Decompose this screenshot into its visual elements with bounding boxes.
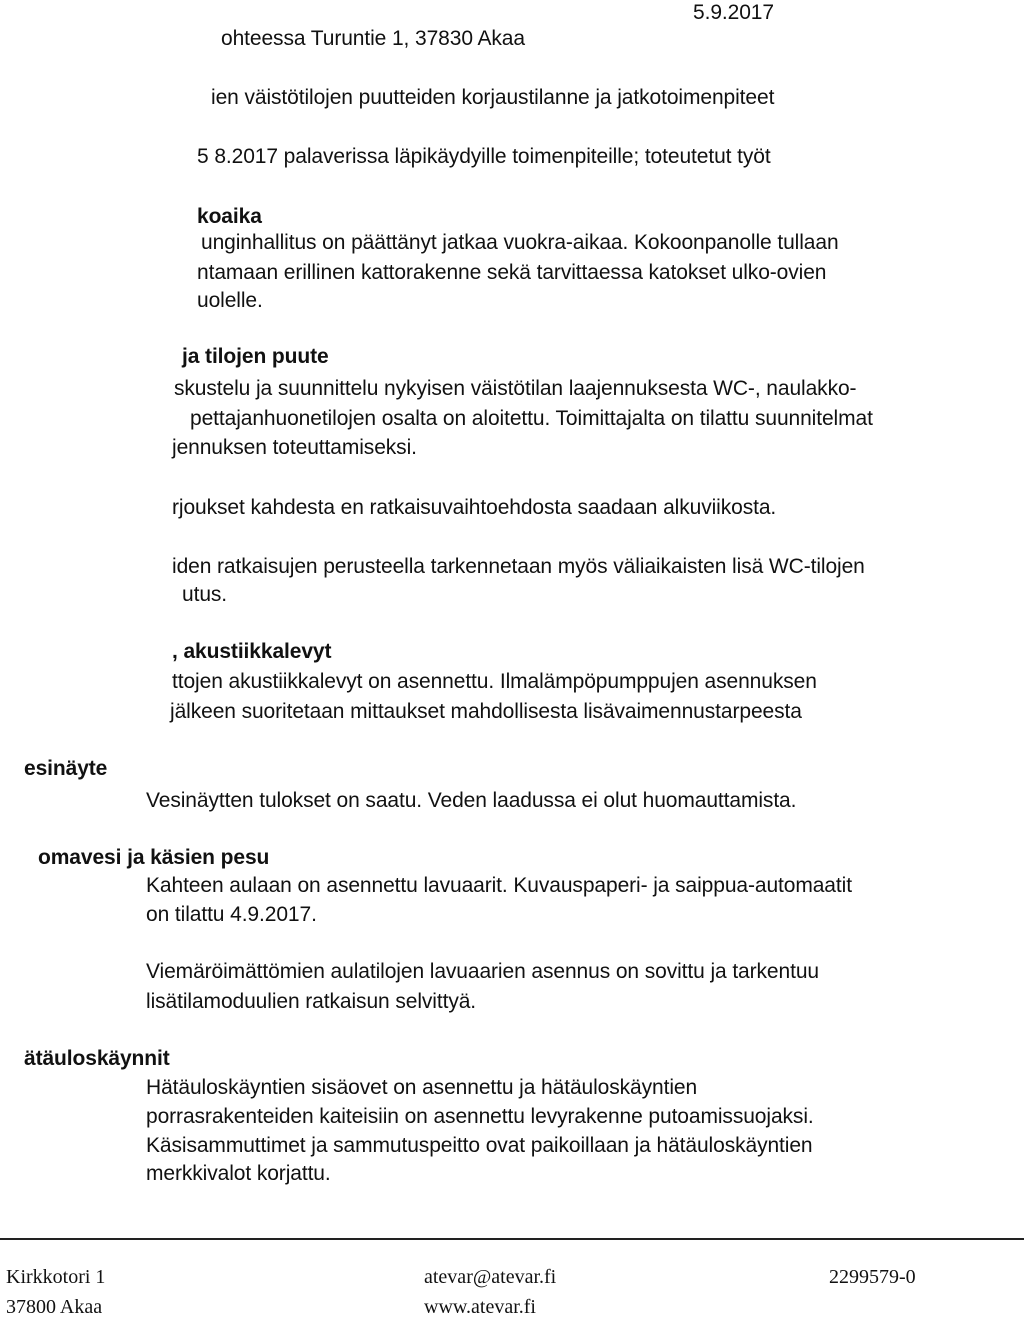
- section-heading-hatauloskaynnit: ätäuloskäynnit: [24, 1047, 170, 1070]
- footer-address-line-2: 37800 Akaa: [6, 1296, 103, 1318]
- section-heading-tilojen-puute: ja tilojen puute: [182, 345, 329, 368]
- section-line: Käsisammuttimet ja sammutuspeitto ovat paikoillaan ja hätäuloskäyntien: [146, 1134, 813, 1157]
- section-line: Hätäuloskäyntien sisäovet on asennettu ja hätäuloskäyntien: [146, 1076, 698, 1099]
- footer-divider: [0, 1238, 1024, 1240]
- header-location: ohteessa Turuntie 1, 37830 Akaa: [221, 27, 525, 50]
- footer-business-id: 2299579-0: [829, 1266, 916, 1288]
- section-line: lisätilamoduulien ratkaisun selvittyä.: [146, 990, 477, 1013]
- section-line: ttojen akustiikkalevyt on asennettu. Ilmalämpöpumppujen asennuksen: [172, 670, 817, 693]
- section-heading-koaika: koaika: [197, 205, 262, 228]
- section-line: iden ratkaisujen perusteella tarkennetaan myös väliaikaisten lisä WC-tilojen: [172, 555, 865, 578]
- document-subject: ien väistötilojen puutteiden korjaustilanne ja jatkotoimenpiteet: [211, 86, 775, 109]
- section-line: rjoukset kahdesta en ratkaisuvaihtoehdosta saadaan alkuviikosta.: [172, 496, 777, 519]
- section-line: uolelle.: [197, 289, 263, 312]
- section-line: merkkivalot korjattu.: [146, 1162, 331, 1185]
- section-line: jälkeen suoritetaan mittaukset mahdollisesta lisävaimennustarpeesta: [170, 700, 802, 723]
- section-heading-vesinayte: esinäyte: [24, 757, 108, 780]
- section-line: Viemäröimättömien aulatilojen lavuaarien asennus on sovittu ja tarkentuu: [146, 960, 819, 983]
- document-intro: 5 8.2017 palaverissa läpikäydyille toimenpiteille; toteutetut työt: [197, 145, 771, 168]
- footer-website: www.atevar.fi: [424, 1296, 536, 1318]
- footer-email: atevar@atevar.fi: [424, 1266, 557, 1288]
- section-heading-akustiikkalevyt: , akustiikkalevyt: [172, 640, 332, 663]
- section-line: unginhallitus on päättänyt jatkaa vuokra-aikaa. Kokoonpanolle tullaan: [201, 231, 839, 254]
- section-line: skustelu ja suunnittelu nykyisen väistötilan laajennuksesta WC-, naulakko-: [174, 377, 857, 400]
- section-line: Kahteen aulaan on asennettu lavuaarit. Kuvauspaperi- ja saippua-automaatit: [146, 874, 852, 897]
- header-date: 5.9.2017: [693, 1, 774, 24]
- footer-address-line-1: Kirkkotori 1: [6, 1266, 106, 1288]
- section-line: on tilattu 4.9.2017.: [146, 903, 317, 926]
- section-line: ntamaan erillinen kattorakenne sekä tarvittaessa katokset ulko-ovien: [197, 261, 827, 284]
- section-line: utus.: [182, 583, 228, 606]
- section-line: porrasrakenteiden kaiteisiin on asennettu levyrakenne putoamissuojaksi.: [146, 1105, 814, 1128]
- section-line: jennuksen toteuttamiseksi.: [172, 436, 417, 459]
- section-line: Vesinäytten tulokset on saatu. Veden laadussa ei olut huomauttamista.: [146, 789, 797, 812]
- section-line: pettajanhuonetilojen osalta on aloitettu. Toimittajalta on tilattu suunnitelmat: [190, 407, 873, 430]
- section-heading-kasien-pesu: omavesi ja käsien pesu: [38, 846, 270, 869]
